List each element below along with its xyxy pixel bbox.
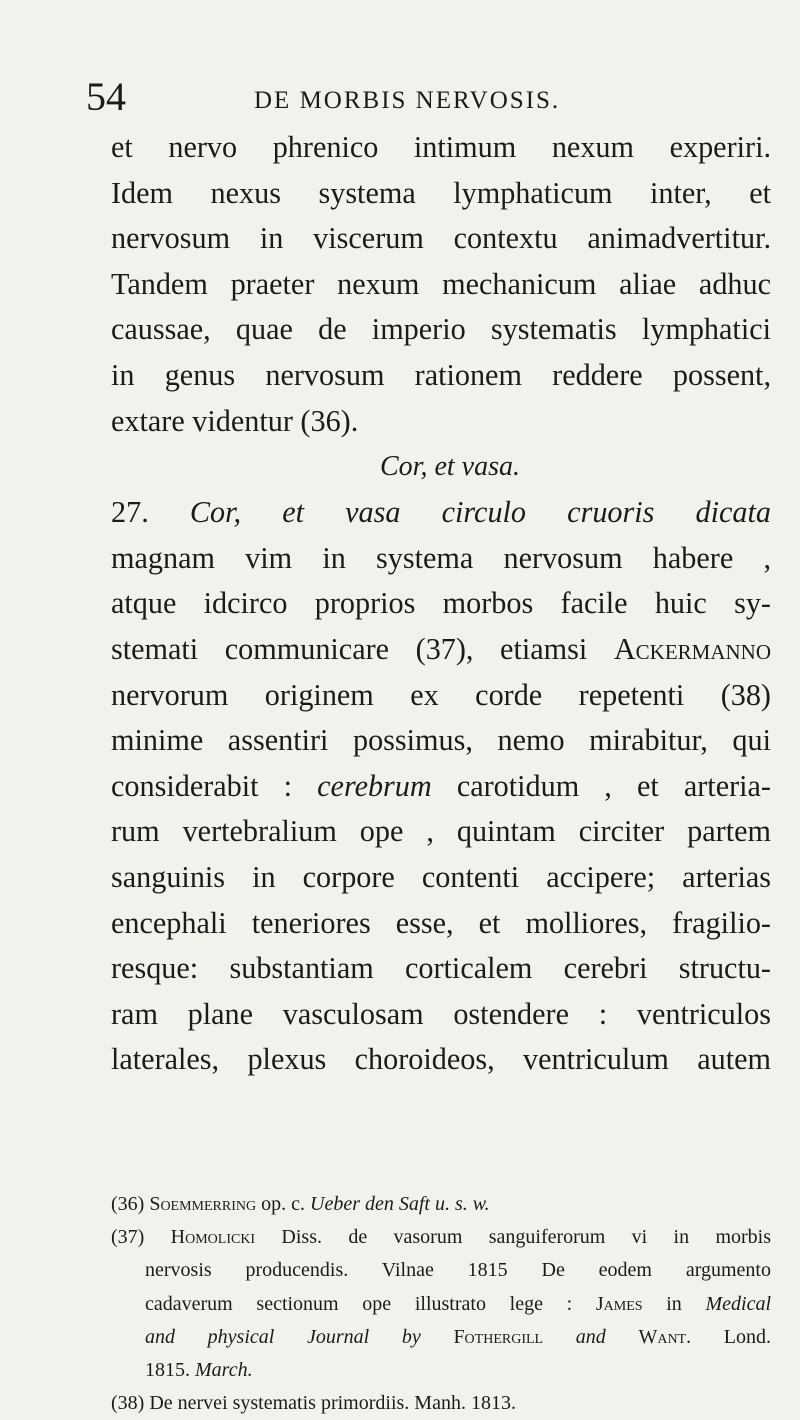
text-line: in genus nervosum rationem reddere possent, xyxy=(111,357,771,392)
text-span: op. c. xyxy=(261,1193,306,1215)
text-span: carotidum , et arteria- xyxy=(456,768,771,803)
text-line: atque idcirco proprios morbos facile huic sy- xyxy=(111,586,771,621)
text-line: laterales, plexus choroideos, ventriculum autem xyxy=(111,1042,771,1077)
text-line: encephali teneriores esse, et molliores, fragilio- xyxy=(111,905,771,940)
text-span: in xyxy=(666,1292,682,1315)
running-head xyxy=(86,72,756,126)
footnote-mark: (37) xyxy=(111,1226,145,1249)
italic-title: Medical xyxy=(705,1292,772,1315)
italic-word: and xyxy=(575,1325,606,1348)
text-span: cadaverum sectionum ope illustrato lege : xyxy=(145,1292,573,1315)
text-span: 1815. xyxy=(145,1359,190,1382)
footnote-line: nervosis producendis. Vilnae 1815 De eodem argumento xyxy=(145,1259,771,1282)
text-span: considerabit : xyxy=(111,768,293,803)
author-name: Soemmerring xyxy=(149,1193,257,1215)
italic-title: Ueber den Saft u. s. w. xyxy=(310,1193,490,1215)
author-name: Want. xyxy=(638,1325,692,1348)
text-line: magnam vim in systema nervosum habere , xyxy=(111,540,771,575)
text-line: ram plane vasculosam ostendere : ventriculos xyxy=(111,996,771,1031)
text-line xyxy=(111,627,771,673)
text-span: De nervei systematis primordiis. Manh. 1813. xyxy=(149,1392,516,1415)
footnote-line xyxy=(111,1354,771,1387)
paragraph-number: 27. xyxy=(111,495,149,530)
text-line: minime assentiri possimus, nemo mirabitur, qui xyxy=(111,723,771,758)
footnote-38 xyxy=(111,1387,771,1420)
section-heading: Cor, et vasa. xyxy=(380,451,520,483)
footnote-line xyxy=(111,1288,771,1321)
footnote-mark: (36) xyxy=(111,1193,145,1215)
italic-word: cerebrum xyxy=(317,768,432,803)
page-number: 54 xyxy=(86,74,126,119)
text-line xyxy=(111,764,771,810)
text-line: resque: substantiam corticalem cerebri structu- xyxy=(111,951,771,986)
author-name: Fothergill xyxy=(453,1325,544,1348)
text-line: sanguinis in corpore contenti accipere; arterias xyxy=(111,859,771,894)
footnote-line xyxy=(111,1321,771,1354)
text-line: rum vertebralium ope , quintam circiter partem xyxy=(111,814,771,849)
text-line: nervosum in viscerum contextu animadvertitur. xyxy=(111,221,771,256)
text-span: Diss. de vasorum sanguiferorum vi in morbis xyxy=(281,1226,771,1249)
text-line: nervorum originem ex corde repetenti (38) xyxy=(111,677,771,712)
body-text xyxy=(111,125,771,1083)
footnote-mark: (38) xyxy=(111,1392,145,1415)
text-line: Tandem praeter nexum mechanicum aliae adhuc xyxy=(111,266,771,301)
running-head-title: DE MORBIS NERVOSIS. xyxy=(254,87,561,114)
footnote-37 xyxy=(111,1221,771,1254)
text-span: stemati communicare (37), etiamsi xyxy=(111,631,588,666)
italic-word: March. xyxy=(195,1359,253,1382)
author-name: Homolicki xyxy=(170,1226,256,1249)
author-name: James xyxy=(595,1292,643,1315)
text-line: Idem nexus systema lymphaticum inter, et xyxy=(111,175,771,210)
text-line: caussae, quae de imperio systematis lymphatici xyxy=(111,312,771,347)
italic-title: and physical Journal by xyxy=(145,1325,421,1348)
footnote-36 xyxy=(111,1188,771,1221)
italic-phrase: Cor, et vasa circulo cruoris dicata xyxy=(189,495,771,530)
text-line: extare videntur (36). xyxy=(111,403,359,438)
text-span: Lond. xyxy=(723,1325,771,1348)
author-name: Ackermanno xyxy=(613,631,771,666)
text-line: et nervo phrenico intimum nexum experiri. xyxy=(111,130,771,164)
footnotes xyxy=(111,1188,771,1420)
paragraph-first-line xyxy=(111,490,771,536)
